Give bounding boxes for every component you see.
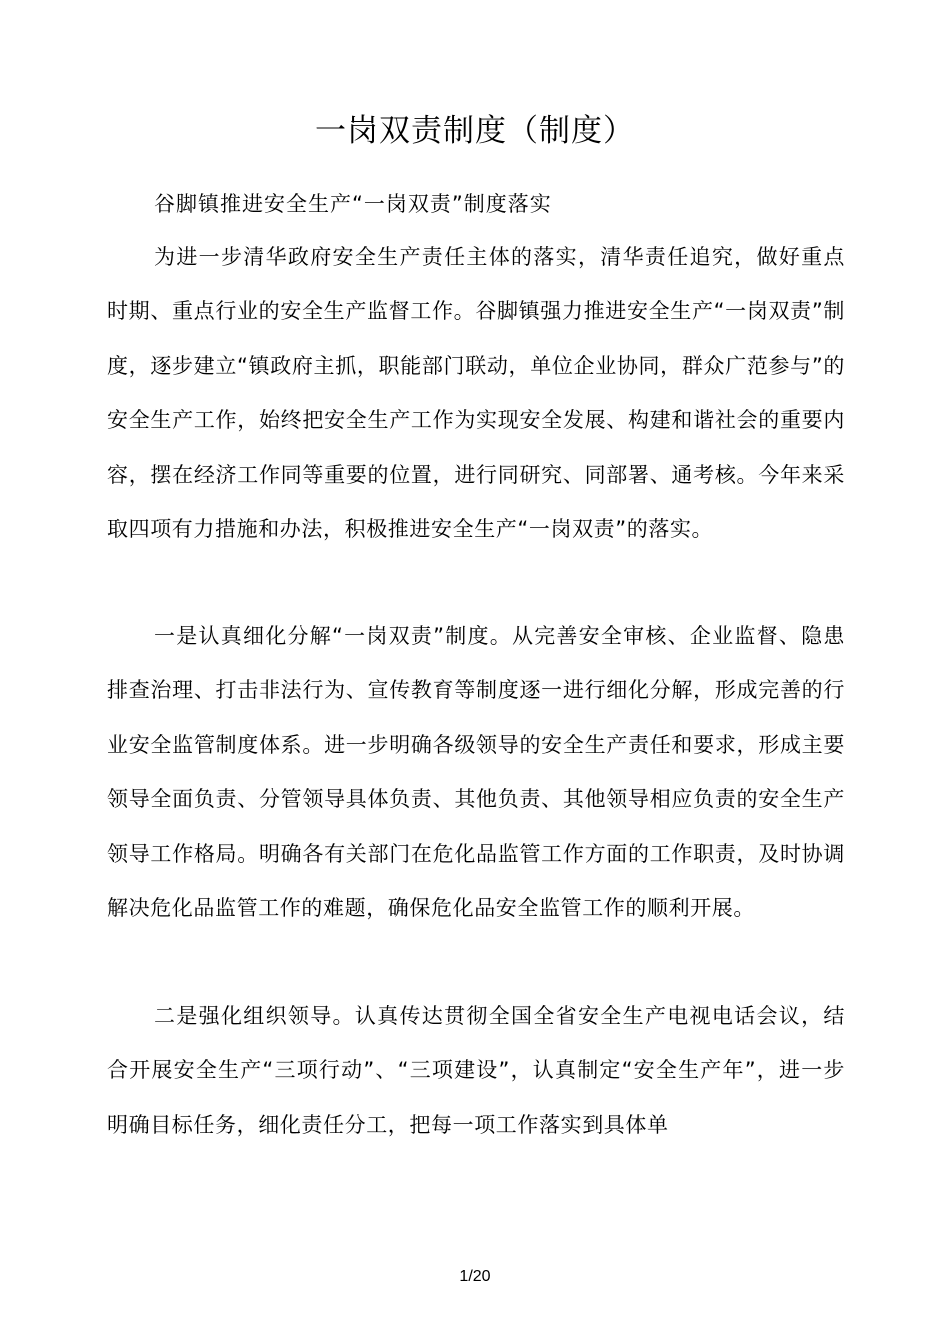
page-number: 1/20: [459, 1268, 491, 1285]
paragraph-measure-two: 二是强化组织领导。认真传达贯彻全国全省安全生产电视电话会议，结合开展安全生产“三项行动”、“三项建设”，认真制定“安全生产年”，进一步明确目标任务，细化责任分工，把每一项工作落实到具体单: [107, 1004, 845, 1137]
document-subtitle: 谷脚镇推进安全生产“一岗双责”制度落实: [154, 192, 552, 216]
paragraph-intro: 为进一步清华政府安全生产责任主体的落实，清华责任追究，做好重点时期、重点行业的安全生产监督工作。谷脚镇强力推进安全生产“一岗双责”制度，逐步建立“镇政府主抓，职能部门联动，单位企业协同，群众广范参与”的安全生产工作，始终把安全生产工作为实现安全发展、构建和谐社会的重要内容，摆在经济工作同等重要的位置，进行同研究、同部署、通考核。今年来采取四项有力措施和办法，积极推进安全生产“一岗双责”的落实。: [107, 245, 845, 542]
paragraph-measure-one: 一是认真细化分解“一岗双责”制度。从完善安全审核、企业监督、隐患排查治理、打击非法行为、宣传教育等制度逐一进行细化分解，形成完善的行业安全监管制度体系。进一步明确各级领导的安全生产责任和要求，形成主要领导全面负责、分管领导具体负责、其他负责、其他领导相应负责的安全生产领导工作格局。明确各有关部门在危化品监管工作方面的工作职责，及时协调解决危化品监管工作的难题，确保危化品安全监管工作的顺利开展。: [107, 624, 845, 921]
document-title: 一岗双责制度（制度）: [315, 113, 635, 149]
